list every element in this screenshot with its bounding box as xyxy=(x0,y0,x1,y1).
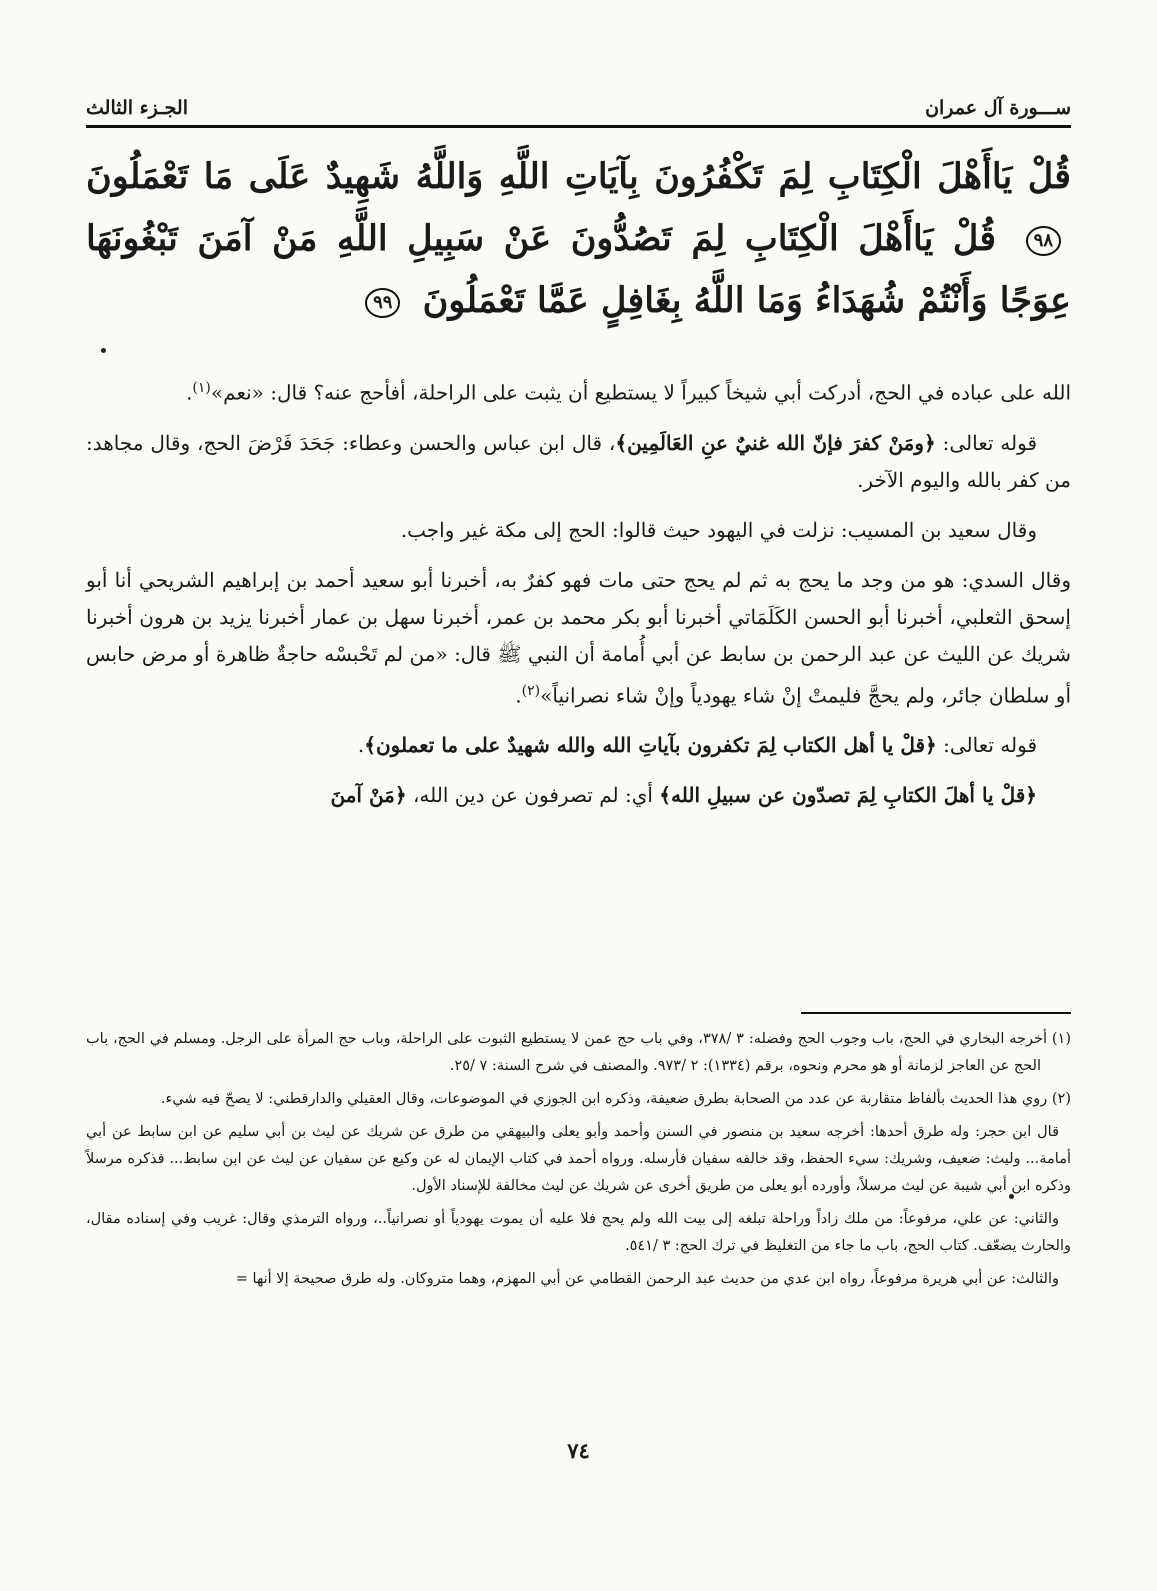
quran-quote: ﴿مَنْ آمنَ xyxy=(330,783,407,808)
footnote-2: (٢) روي هذا الحديث بألفاظ متقاربة عن عدد من الصحابة بطرق ضعيفة، وذكره ابن الجوزي في الموضوعات، وقال العقيلي والدارقطني: لا يصحّ فيه شيء. xyxy=(160,1091,1071,1107)
part-label: الجـزء الثالث xyxy=(86,97,188,119)
paragraph: قوله تعالى: ﴿ومَنْ كفرَ فإنّ الله غنيٌ عنِ العَالَمِين﴾، قال ابن عباس والحسن وعطاء: جَحَدَ فَرْضَ الحج، وقال مجاهد: من كفر بالله واليوم الآخر. xyxy=(86,430,1071,492)
footnote-separator xyxy=(801,1012,1071,1014)
footnote-ref-1: (١) xyxy=(192,380,211,396)
paragraph: وقال سعيد بن المسيب: نزلت في اليهود حيث قالوا: الحج إلى مكة غير واجب. xyxy=(400,517,1037,542)
paragraph: الله على عباده في الحج، أدركت أبي شيخاً كبيراً لا يستطيع أن يثبت على الراحلة، أفأحج عنه؟ قال: «نعم»$^{(١)}$. xyxy=(186,380,1071,405)
verse-98: قُلْ يَاأَهْلَ الْكِتَابِ لِمَ تَكْفُرُونَ بِآيَاتِ اللَّهِ وَاللَّهُ شَهِيدٌ عَلَى مَا تَعْمَلُونَ xyxy=(86,156,1071,197)
commentary-text xyxy=(86,370,1071,827)
ayah-marker-98: ٩٨ xyxy=(1026,226,1061,256)
footnote-2-continuation: والثاني: عن علي، مرفوعاً: من ملك زاداً وراحلة تبلغه إلى بيت الله ولم يحج فلا عليه أن يموت يهودياً أو نصرانياً..، ورواه الترمذي وقال: غريب وفي إسناده مقال، والحارث يضعّف. كتاب الحج، باب ما جاء من التغليظ في ترك الحج: ٣ /٥٤١. xyxy=(86,1211,1071,1254)
quran-quote: ﴿قلْ يا أهل الكتاب لِمَ تكفرون بآياتِ الله والله شهيدٌ على ما تعملون﴾ xyxy=(364,733,937,758)
quran-verses xyxy=(86,146,1071,332)
paragraph: قوله تعالى: ﴿قلْ يا أهل الكتاب لِمَ تكفرون بآياتِ الله والله شهيدٌ على ما تعملون﴾. xyxy=(357,733,1037,758)
paragraph: ﴿قلْ يا أهلَ الكتابِ لِمَ تصدّون عن سبيلِ الله﴾ أي: لم تصرفون عن دين الله، ﴿مَنْ آمنَ xyxy=(330,783,1037,808)
scan-speck xyxy=(1009,1194,1014,1199)
footnote-ref-2: (٢) xyxy=(521,682,541,699)
footnote-2-continuation: والثالث: عن أبي هريرة مرفوعاً، رواه ابن عدي من حديث عبد الرحمن القطامي عن أبي المهزم، وهما متروكان. وله طرق صحيحة إلا أنها = xyxy=(235,1271,1059,1287)
quran-quote: ﴿ومَنْ كفرَ فإنّ الله غنيٌ عنِ العَالَمِين﴾ xyxy=(615,430,936,455)
footnotes xyxy=(86,1026,1071,1299)
surah-title: ســـورة آل عمران xyxy=(925,97,1071,119)
paragraph: وقال السدي: هو من وجد ما يحج به ثم لم يحج حتى مات فهو كفرٌ به، أخبرنا أبو سعيد أحمد بن إبراهيم الشريحي أنا أبو إسحق الثعلبي، أخبرنا أبو الحسن الكَلَمَاتي أخبرنا أبو بكر محمد بن عمر، أخبرنا سهل بن عمار أخبرنا يزيد بن هرون أخبرنا شريك عن الليث عن عبد الرحمن بن سابط عن أبي أُمامة أن النبي ﷺ قال: «من لم تَحْبسْه حاجةٌ ظاهرة أو مرض حابس أو سلطان جائر، ولم يحجَّ فليمتْ إنْ شاء يهودياً وإنْ شاء نصرانياً»$^{(٢)}$. xyxy=(86,567,1071,708)
verse-99: قُلْ يَاأَهْلَ الْكِتَابِ لِمَ تَصُدُّونَ عَنْ سَبِيلِ اللَّهِ مَنْ آمَنَ تَبْغُونَهَا عِوَجًا وَأَنْتُمْ شُهَدَاءُ وَمَا اللَّهُ بِغَافِلٍ عَمَّا تَعْمَلُونَ xyxy=(86,218,1071,321)
page-number: ٧٤ xyxy=(567,1438,590,1463)
quran-quote: ﴿قلْ يا أهلَ الكتابِ لِمَ تصدّون عن سبيلِ الله﴾ xyxy=(659,783,1037,808)
page-header xyxy=(86,84,1071,128)
ayah-marker-99: ٩٩ xyxy=(365,288,400,318)
footnote-1: (١) أخرجه البخاري في الحج، باب وجوب الحج وفضله: ٣ /٣٧٨، وفي باب حج عمن لا يستطيع الثبوت على الراحلة، وباب حج المرأة على الرجل. ومسلم في الحج، باب الحج عن العاجز لزمانة أو هو محرم ونحوه، برقم (١٣٣٤): ٢ /٩٧٣. والمصنف في شرح السنة: ٧ /٢٥. xyxy=(86,1031,1071,1074)
scan-speck xyxy=(101,348,106,353)
footnote-2-continuation: قال ابن حجر: وله طرق أحدها: أخرجه سعيد بن منصور في السنن وأحمد وأبو يعلى والبيهقي من طرق عن شريك عن ليث بن أبي سليم عن ابن سابط عن أبي أمامة... وليث: ضعيف، وشريك: سيء الحفظ، وقد خالفه سفيان فأرسله. ورواه أحمد في كتاب الإيمان له عن وكيع عن سفيان عن ليث عن ابن سابط... فذكره مرسلاً وذكره ابن أبي شيبة عن ليث مرسلاً، وأورده أبو يعلى من طريق أخرى عن شريك عن ليث مخالفة للإسناد الأول. xyxy=(86,1124,1071,1194)
